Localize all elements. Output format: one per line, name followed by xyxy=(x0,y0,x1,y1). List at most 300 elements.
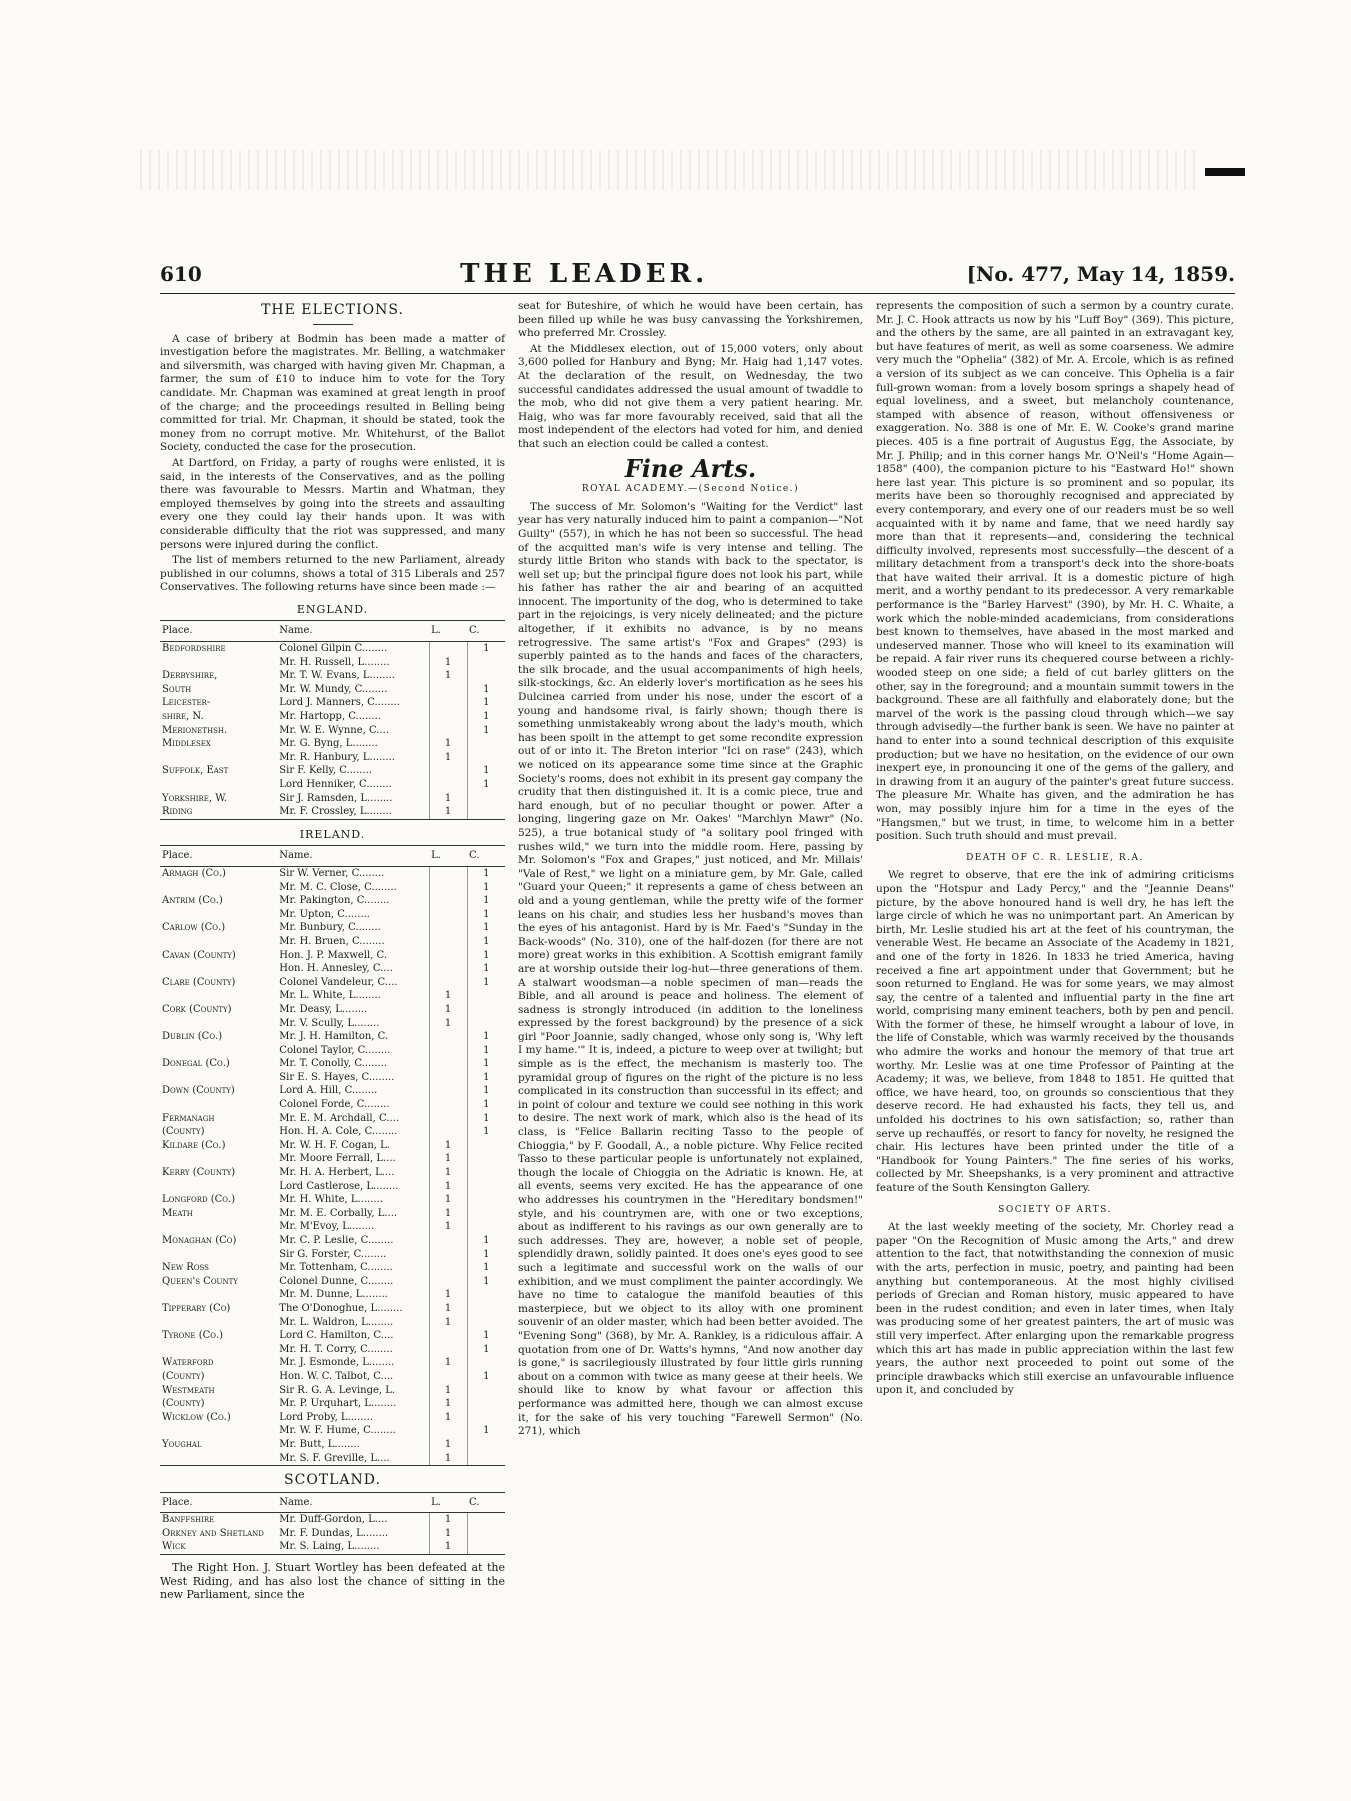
result-conservative xyxy=(467,751,505,765)
result-name: Lord Proby, L........ xyxy=(279,1411,373,1423)
result-liberal: 1 xyxy=(429,805,467,819)
result-liberal xyxy=(429,1098,467,1112)
newspaper-title: THE LEADER. xyxy=(460,258,709,289)
result-liberal: 1 xyxy=(429,989,467,1003)
result-name: Sir G. Forster, C........ xyxy=(279,1248,387,1260)
table-row xyxy=(160,935,505,949)
result-place: South xyxy=(162,683,192,695)
result-name: Mr. Butt, L........ xyxy=(279,1438,360,1450)
result-place: Clare (County) xyxy=(162,976,236,988)
result-place: New Ross xyxy=(162,1262,209,1274)
result-conservative: 1 xyxy=(467,866,505,880)
result-conservative xyxy=(467,1180,505,1194)
masthead xyxy=(160,260,1235,294)
result-conservative xyxy=(467,1452,505,1466)
col-conservative: C. xyxy=(467,1492,505,1513)
result-place: Banffshire xyxy=(162,1514,215,1526)
result-conservative xyxy=(467,1397,505,1411)
result-liberal xyxy=(429,710,467,724)
result-place xyxy=(160,1098,277,1112)
result-liberal: 1 xyxy=(429,1003,467,1017)
result-liberal: 1 xyxy=(429,1411,467,1425)
result-place xyxy=(160,908,277,922)
result-liberal xyxy=(429,962,467,976)
result-name: Mr. W. Mundy, C........ xyxy=(279,683,388,695)
result-conservative: 1 xyxy=(467,1275,505,1289)
result-place: Tipperary (Co) xyxy=(162,1302,231,1314)
result-name: Mr. H. A. Herbert, L.... xyxy=(279,1167,395,1179)
result-liberal xyxy=(429,1234,467,1248)
result-place: Wicklow (Co.) xyxy=(162,1411,231,1423)
table-row xyxy=(160,1044,505,1058)
result-liberal xyxy=(429,1275,467,1289)
col-place: Place. xyxy=(160,621,277,642)
col-liberal: L. xyxy=(429,846,467,867)
result-place xyxy=(160,1180,277,1194)
dartford-paragraph: At Dartford, on Friday, a party of roughs were enlisted, it is said, in the interests of the Conservatives, and as the polling there was favourable to Messrs. Martin and Whatman, they employed themselves by going into the streets and assaulting every one they could lay their hands upon. It was with considerable difficulty that the riot was suppressed, and many persons were injured during the conflict. xyxy=(160,456,505,551)
result-conservative xyxy=(467,1017,505,1031)
result-name: Hon. W. C. Talbot, C.... xyxy=(279,1370,394,1382)
result-liberal xyxy=(429,1057,467,1071)
col-conservative: C. xyxy=(467,621,505,642)
col-liberal: L. xyxy=(429,1492,467,1513)
result-liberal xyxy=(429,1329,467,1343)
result-place: Waterford xyxy=(162,1357,214,1369)
result-conservative xyxy=(467,1193,505,1207)
result-name: Mr. M. C. Close, C........ xyxy=(279,881,397,893)
table-row xyxy=(160,1248,505,1262)
society-paragraph: At the last weekly meeting of the society, Mr. Chorley read a paper "On the Recognition of Music among the Arts," and drew attention to the fact, that notwithstanding the connexion of music with the arts, perfection in music, poetry, and painting had been anything but contemporaneous. At the most highly civilised periods of Grecian and Roman history, music appeared to have been in the rudest condition; and even in later times, when Italy was producing some of her greatest painters, the art of music was still very imperfect. After enlarging upon the remarkable progress which this art has made in public appreciation within the last few years, the author next proceeded to point out some of the principle drawbacks which still exercise an unfavourable influence upon it, and concluded by xyxy=(876,1221,1234,1397)
result-place: Longford (Co.) xyxy=(162,1194,236,1206)
result-conservative xyxy=(467,1316,505,1330)
result-name: Mr. F. Crossley, L........ xyxy=(277,805,429,819)
result-conservative xyxy=(467,1152,505,1166)
result-place: Fermanagh xyxy=(162,1112,215,1124)
middlesex-paragraph: At the Middlesex election, out of 15,000 voters, only about 3,600 polled for Hanbury and Byng; Mr. Haig had 1,147 votes. At the declaration of the result, on Wednesday, the two successful candidates addressed the usual amount of twaddle to the mob, who did not give them a very patient hearing. Mr. Haig, who was far more favourably received, said that all the most independent of the electors had voted for him, and denied that such an election could be called a contest. xyxy=(518,342,863,450)
result-conservative: 1 xyxy=(467,1125,505,1139)
result-liberal: 1 xyxy=(429,1180,467,1194)
result-conservative: 1 xyxy=(467,764,505,778)
result-name: Mr. H. White, L........ xyxy=(279,1194,383,1206)
table-row xyxy=(160,908,505,922)
result-conservative xyxy=(467,1411,505,1425)
result-liberal: 1 xyxy=(429,1316,467,1330)
result-name: Mr. J. Esmonde, L........ xyxy=(279,1357,395,1369)
result-place: Carlow (Co.) xyxy=(162,922,226,934)
table-row xyxy=(160,1527,505,1541)
table-row xyxy=(160,881,505,895)
elections-heading: THE ELECTIONS. xyxy=(261,302,404,318)
result-liberal xyxy=(429,683,467,697)
result-place xyxy=(160,656,277,670)
table-row xyxy=(160,1030,505,1044)
result-liberal: 1 xyxy=(429,1017,467,1031)
result-name: Mr. H. Bruen, C........ xyxy=(279,935,385,947)
result-liberal xyxy=(429,1343,467,1357)
result-liberal: 1 xyxy=(429,1397,467,1411)
result-liberal: 1 xyxy=(429,1220,467,1234)
result-conservative: 1 xyxy=(467,976,505,990)
result-place xyxy=(160,1288,277,1302)
scan-noise-strip xyxy=(140,150,1200,190)
result-liberal: 1 xyxy=(429,1527,467,1541)
result-conservative xyxy=(467,792,505,806)
result-place: (County) xyxy=(162,1126,205,1138)
ireland-results-table xyxy=(160,845,505,1466)
result-name: Mr. G. Byng, L........ xyxy=(279,738,378,750)
result-conservative: 1 xyxy=(467,683,505,697)
result-name: Mr. R. Hanbury, L........ xyxy=(279,751,395,763)
result-name: Mr. J. H. Hamilton, C. xyxy=(279,1031,389,1043)
table-row xyxy=(160,1152,505,1166)
result-place: Middlesex xyxy=(162,738,211,750)
result-conservative: 1 xyxy=(467,1261,505,1275)
result-conservative: 1 xyxy=(467,1084,505,1098)
table-row xyxy=(160,1438,505,1452)
result-name: Mr. M. Dunne, L........ xyxy=(279,1289,388,1301)
table-row xyxy=(160,1356,505,1370)
result-liberal: 1 xyxy=(429,669,467,683)
col-liberal: L. xyxy=(429,621,467,642)
result-liberal: 1 xyxy=(429,1288,467,1302)
result-name: Lord J. Manners, C........ xyxy=(279,697,400,709)
result-place: Cork (County) xyxy=(162,1003,232,1015)
england-heading: ENGLAND. xyxy=(296,602,369,616)
result-name: Mr. V. Scully, L........ xyxy=(279,1017,380,1029)
result-liberal xyxy=(429,1030,467,1044)
table-row xyxy=(160,949,505,963)
result-name: Mr. H. Russell, L........ xyxy=(279,656,390,668)
result-liberal xyxy=(429,1424,467,1438)
table-row xyxy=(160,976,505,990)
result-name: Lord Castlerose, L........ xyxy=(279,1180,399,1192)
result-place: Kerry (County) xyxy=(162,1167,236,1179)
result-place xyxy=(160,1316,277,1330)
col-conservative: C. xyxy=(467,846,505,867)
column-fine-arts xyxy=(518,300,863,1441)
table-row xyxy=(160,1003,505,1017)
result-liberal xyxy=(429,1084,467,1098)
result-conservative xyxy=(467,669,505,683)
result-liberal xyxy=(429,1125,467,1139)
table-row xyxy=(160,1125,505,1139)
result-name: Sir E. S. Hayes, C........ xyxy=(279,1071,395,1083)
table-row xyxy=(160,1234,505,1248)
result-place: Dublin (Co.) xyxy=(162,1031,223,1043)
england-results-table xyxy=(160,620,505,819)
result-name: Mr. C. P. Leslie, C........ xyxy=(279,1235,394,1246)
result-place: (County) xyxy=(162,1370,205,1382)
result-conservative: 1 xyxy=(467,1057,505,1071)
table-row xyxy=(160,1193,505,1207)
buteshire-continuation: seat for Buteshire, of which he would have been certain, has been filled up while he was busy canvassing the Yorkshiremen, who preferred Mr. Crossley. xyxy=(518,300,863,340)
result-place: Derbyshire, xyxy=(162,670,218,682)
result-liberal xyxy=(429,1071,467,1085)
result-place xyxy=(160,1071,277,1085)
col-name: Name. xyxy=(277,846,429,867)
result-place: Suffolk, East xyxy=(162,765,229,777)
result-liberal: 1 xyxy=(429,1513,467,1527)
col-name: Name. xyxy=(277,621,429,642)
table-row xyxy=(160,1424,505,1438)
scotland-results-table xyxy=(160,1492,505,1555)
result-name: Mr. L. White, L........ xyxy=(279,990,381,1002)
result-name: Lord Henniker, C........ xyxy=(279,779,392,790)
result-place xyxy=(160,962,277,976)
table-row xyxy=(160,642,505,656)
result-liberal xyxy=(429,866,467,880)
result-conservative: 1 xyxy=(467,1030,505,1044)
result-conservative xyxy=(467,805,505,819)
result-conservative: 1 xyxy=(467,1329,505,1343)
result-conservative xyxy=(467,989,505,1003)
result-name: Mr. T. Conolly, C........ xyxy=(279,1058,388,1070)
page-number: 610 xyxy=(160,261,202,286)
result-conservative: 1 xyxy=(467,1424,505,1438)
leslie-paragraph: We regret to observe, that ere the ink of admiring criticisms upon the "Hotspur and Lady Percy," and the "Jeannie Deans" picture, by the above honoured hand is well dry, he has left the large circle of which he was no unimportant part. An American by birth, Mr. Leslie studied his art at the feet of his countryman, the venerable West. He became an Associate of the Academy in 1821, and one of the forty in 1826. In 1833 he tried America, having received a fine art appointment under that Government; but he soon returned to England. He was for some years, we may almost say, the centre of a talented and influential party in the fine art world, comprising many eminent teachers, both by pen and pencil. With the former of these, he himself wrought a labour of love, in the life of Constable, which was warmly received by the thousands who admire the works and honour the memory of that true art worthy. Mr. Leslie was at one time Professor of Painting at the Academy; it was, we believe, from 1848 to 1851. He quitted that office, we have heard, too, on grounds so conscientious that they deserve record. He had exhausted his facts, they tell us, and unfolded his doctrines to his own satisfaction; so, rather than serve up rechauffés, or resort to fancy for novelty, he resigned the chair. His lectures have been printed under the title of a "Handbook for Young Painters." The fine series of his works, collected by Mr. Sheepshanks, is a very prominent and attractive feature of the South Kensington Gallery. xyxy=(876,869,1234,1194)
table-row xyxy=(160,1329,505,1343)
table-row xyxy=(160,1017,505,1031)
result-name: Hon. H. Annesley, C.... xyxy=(279,963,393,975)
table-row xyxy=(160,1540,505,1554)
result-conservative xyxy=(467,1513,505,1527)
result-conservative: 1 xyxy=(467,908,505,922)
table-row xyxy=(160,1261,505,1275)
table-row xyxy=(160,792,505,806)
table-row xyxy=(160,1098,505,1112)
result-conservative: 1 xyxy=(467,921,505,935)
result-liberal xyxy=(429,696,467,710)
result-name: Sir J. Ramsden, L........ xyxy=(279,792,393,804)
result-place xyxy=(160,1044,277,1058)
result-place xyxy=(160,1220,277,1234)
result-liberal xyxy=(429,1044,467,1058)
result-liberal: 1 xyxy=(429,1438,467,1452)
result-name: Mr. Pakington, C........ xyxy=(279,895,390,907)
table-row xyxy=(160,1316,505,1330)
result-conservative: 1 xyxy=(467,1248,505,1262)
result-conservative xyxy=(467,1527,505,1541)
result-liberal xyxy=(429,935,467,949)
table-row xyxy=(160,1343,505,1357)
result-name: Mr. Upton, C........ xyxy=(279,908,370,920)
result-conservative: 1 xyxy=(467,962,505,976)
table-row xyxy=(160,1411,505,1425)
table-row xyxy=(160,778,505,792)
table-row xyxy=(160,669,505,683)
result-name: Colonel Taylor, C........ xyxy=(279,1044,391,1056)
scotland-heading: SCOTLAND. xyxy=(284,1472,381,1489)
result-liberal xyxy=(429,949,467,963)
result-liberal xyxy=(429,764,467,778)
result-name: Mr. W. F. Hume, C........ xyxy=(279,1425,396,1437)
table-row xyxy=(160,1370,505,1384)
table-row xyxy=(160,1084,505,1098)
result-conservative xyxy=(467,737,505,751)
result-place xyxy=(160,1248,277,1262)
result-name: Mr. M. E. Corbally, L.... xyxy=(279,1207,398,1219)
result-conservative xyxy=(467,1356,505,1370)
result-conservative: 1 xyxy=(467,1044,505,1058)
royal-academy-heading: ROYAL ACADEMY.—(Second Notice.) xyxy=(581,484,800,495)
table-row xyxy=(160,866,505,880)
result-name: Mr. Bunbury, C........ xyxy=(279,922,381,934)
result-liberal xyxy=(429,642,467,656)
result-name: Mr. E. M. Archdall, C.... xyxy=(279,1112,399,1124)
result-name: Mr. S. Laing, L........ xyxy=(277,1540,429,1554)
result-liberal xyxy=(429,1261,467,1275)
result-place: Leicester- xyxy=(162,697,211,709)
result-place xyxy=(160,935,277,949)
result-liberal: 1 xyxy=(429,1540,467,1554)
result-liberal xyxy=(429,976,467,990)
result-name: Mr. F. Dundas, L........ xyxy=(279,1527,389,1539)
result-liberal: 1 xyxy=(429,1302,467,1316)
result-place xyxy=(160,1452,277,1466)
result-liberal: 1 xyxy=(429,1384,467,1398)
result-name: Colonel Vandeleur, C.... xyxy=(279,976,398,988)
result-conservative xyxy=(467,1220,505,1234)
scan-edge-bar xyxy=(1205,168,1245,176)
result-conservative: 1 xyxy=(467,1071,505,1085)
result-place: Armagh (Co.) xyxy=(162,867,226,879)
result-name: Mr. W. H. F. Cogan, L. xyxy=(279,1139,390,1151)
result-conservative xyxy=(467,1139,505,1153)
result-name: Mr. Moore Ferrall, L.... xyxy=(279,1153,396,1165)
result-name: Mr. T. W. Evans, L........ xyxy=(279,670,395,682)
result-conservative: 1 xyxy=(467,724,505,738)
table-row xyxy=(160,1288,505,1302)
table-row xyxy=(160,1207,505,1221)
result-conservative: 1 xyxy=(467,642,505,656)
academy-review-continued: represents the composition of such a sermon by a country curate. Mr. J. C. Hook attracts us now by his "Luff Boy" (369). This picture, and the others by the same, are all painted in an extravagant key, but have features of merit, as well as some coarseness. We admire very much the "Ophelia" (382) of Mr. A. Ercole, which is as refined a version of its subject as we can conceive. This Ophelia is a fair full-grown woman: from a lovely bosom springs a shapely head of equal loveliness, and a sweet, but melancholy countenance, stamped with absence of reason, without offensiveness or exaggeration. No. 388 is one of Mr. E. W. Cooke's grand marine pieces. 405 is a fine portrait of Augustus Egg, the Associate, by Mr. J. Philip; and in this corner hangs Mr. O'Neil's "Home Again—1858" (400), the companion picture to his "Eastward Ho!" shown here last year. This picture is so prominent and so popular, its merits have been so thoroughly recognised and appreciated by every contemporary, and every one of our readers must be so well acquainted with it by name and fame, that we need hardly say more than that it represents—and, considering the technical difficulty involved, represents most successfully—the descent of a military detachment from a transport's deck into the shore-boats that have waited their arrival. It is a domestic picture of high merit, and a worthy pendant to its predecessor. A very remarkable performance is the "Barley Harvest" (390), by Mr. H. C. Whaite, a work which the noble-minded academicians, from considerations best known to themselves, have abased in the most marked and undeserved manner. Those who will kneel to its examination will be repaid. A fair river runs its chequered course between a richly-wooded steep on one side; a field of cut barley glitters on the other, say in the foreground; and a mountain summit towers in the background. These are all faithfully and elaborately done; but the marvel of the work is the passing cloud through which—we say through advisedly—the further bank is seen. We have no painter at hand to enter into a sound technical description of this exquisite production; but we have no hesitation, on the evidence of our own inexpert eye, in pronouncing it one of the gems of the gallery, and in drawing from it an augury of the painter's great future success. The pleasure Mr. Whaite has given, and the admiration he has won, may possibly injure him for a time in the eyes of the "Hangsmen," but we trust, in time, to welcome him in a better position. Such truth should and must prevail. xyxy=(876,300,1234,843)
result-liberal xyxy=(429,1112,467,1126)
result-name: Lord A. Hill, C........ xyxy=(279,1085,378,1097)
table-row xyxy=(160,1384,505,1398)
result-name: Mr. Tottenham, C........ xyxy=(279,1262,393,1274)
result-place xyxy=(160,751,277,765)
result-liberal: 1 xyxy=(429,656,467,670)
result-liberal xyxy=(429,894,467,908)
table-row xyxy=(160,1302,505,1316)
result-name: Mr. Hartopp, C........ xyxy=(279,711,381,723)
result-name: Hon. H. A. Cole, C........ xyxy=(279,1126,398,1138)
col-place: Place. xyxy=(160,846,277,867)
result-conservative: 1 xyxy=(467,949,505,963)
result-conservative: 1 xyxy=(467,894,505,908)
table-row xyxy=(160,921,505,935)
result-liberal xyxy=(429,1248,467,1262)
table-row xyxy=(160,1112,505,1126)
result-liberal xyxy=(429,881,467,895)
result-place: Yorkshire, W. xyxy=(162,792,227,804)
result-name: Sir R. G. A. Levinge, L. xyxy=(279,1384,396,1396)
result-conservative: 1 xyxy=(467,778,505,792)
result-place: Merionethsh. xyxy=(162,724,228,736)
result-liberal: 1 xyxy=(429,1356,467,1370)
academy-review-paragraph: The success of Mr. Solomon's "Waiting for the Verdict" last year has very naturally induced him to paint a companion—"Not Guilty" (557), in which he has not been so successful. The head of the acquitted man's wife is very intense and telling. The sturdy little Briton who stands with back to the spectator, is well set up; but the principal figure does not look his part, while his father has rather the air and bearing of an acquitted innocent. The importunity of the dog, who is determined to take part in the rejoicings, is very nicely delineated; and the picture altogether, if it exhibits no advance, is by no means retrogressive. The same artist's "Fox and Grapes" (293) is superbly painted as to the hands and faces of the characters, the silk brocade, and the usual accompaniments of high heels, silk-stockings, &c. An elderly lover's mortification as he sees his Dulcinea carried from under his nose, under the escort of a young and handsome rival, is fairly shown; though there is something unmistakeably wrong about the lady's mouth, which has been spoilt in the attempt to get some recondite expression out of or into it. The Breton interior "Ici on rase" (243), which we noticed on its appearance some time since at the Graphic Society's rooms, does not exhibit in its present gay company the crudity that then distinguished it. It is a comic piece, true and hard enough, but of no peculiar thought or power. After a longing, lingering gaze on Mr. Oakes' "Marchlyn Mawr" (No. 525), a true botanical study of "a solitary pool fringed with rushes wild," we turn into the middle room. Here, passing by Mr. Solomon's "Fox and Grapes," just noticed, and Mr. Millais' "Vale of Rest," we light on a miniature gem, by Mr. Gale, called "Guard your Queen;" it represents a game of chess between an old and a young gentleman, while the pretty wife of the former leans on his chair, and studies less her husband's moves than the eyes of his antagonist. Hard by is Mr. Faed's "Sunday in the Back-woods" (No. 310), one of the half-dozen (for there are not more) great works in this exhibition. A Scottish emigrant family are at worship outside their log-hut—three generations of them. A stalwart woodsman—a noble specimen of man—reads the Bible, and all around is peace and holiness. The element of sadness is strongly introduced (in addition to the loneliness expressed by the forest background) by the presence of a sick girl "Poor Joannie, sadly changed, whose only song is, 'Why left I my hame.'" It is, indeed, a picture to weep over at twilight; but simple as is the effect, the mechanism is masterly too. The pyramidal group of figures on the right of the picture is no less complicated in its construction than successful in its effect; and in point of colour and texture we could see nothing in this work to desire. The next work of mark, which also is the head of its class, is "Felice Ballarin reciting Tasso to the people of Chioggia," by F. Goodall, A., a noble picture. Why Felice recited Tasso to these particular people is unfortunately not explained, though the locale of Chioggia on the Adriatic is known. He, at all events, seems very excited. He has the appearance of one who addresses his countrymen in the "Hereditary bondsmen!" style, and his countrymen are, with one or two exceptions, about as indifferent to his ravings as our own generally are to such addresses. They are, however, a noble set of people, splendidly drawn, solidly painted. It does one's eyes good to see such a legitimate and successful work on the walls of our exhibition, and we must compliment the painter accordingly. We have no time to catalogue the manifold beauties of this masterpiece, but we object to its alloy with one prominent souvenir of an older master, which had been better avoided. The "Evening Song" (368), by Mr. A. Rankley, is a ridiculous affair. A quotation from one of Dr. Watts's hymns, "And now another day is gone," is sacrilegiously illustrated by four little girls running about on a common with twice as many geese at their heels. We should like to know by what favour or affection this performance was admitted here, though we can almost excuse it, for the sake of his very touching "Farewell Sermon" (No. 271), which xyxy=(518,500,863,1438)
ireland-heading: IRELAND. xyxy=(299,827,366,841)
result-liberal: 1 xyxy=(429,1452,467,1466)
result-conservative xyxy=(467,1003,505,1017)
result-name: Colonel Dunne, C........ xyxy=(279,1275,394,1287)
table-row xyxy=(160,1139,505,1153)
result-liberal: 1 xyxy=(429,1193,467,1207)
result-place: Monaghan (Co) xyxy=(162,1235,237,1246)
table-row xyxy=(160,962,505,976)
result-place: shire, N. xyxy=(162,711,204,723)
result-name: Sir F. Kelly, C........ xyxy=(279,765,372,777)
result-place: Antrim (Co.) xyxy=(162,895,223,907)
result-conservative xyxy=(467,1302,505,1316)
result-liberal xyxy=(429,1370,467,1384)
result-conservative: 1 xyxy=(467,696,505,710)
result-conservative xyxy=(467,1384,505,1398)
result-conservative: 1 xyxy=(467,1112,505,1126)
table-row xyxy=(160,1057,505,1071)
table-row xyxy=(160,1513,505,1527)
table-row xyxy=(160,737,505,751)
result-name: Sir W. Verner, C........ xyxy=(279,867,385,879)
result-name: Mr. H. T. Corry, C........ xyxy=(279,1343,393,1355)
result-place xyxy=(160,1152,277,1166)
result-place: Westmeath xyxy=(162,1384,215,1396)
result-liberal: 1 xyxy=(429,1207,467,1221)
col-place: Place. xyxy=(160,1492,277,1513)
result-conservative: 1 xyxy=(467,1343,505,1357)
result-name: Mr. P. Urquhart, L........ xyxy=(279,1398,397,1410)
result-name: Mr. W. E. Wynne, C.... xyxy=(279,724,389,736)
result-place: Tyrone (Co.) xyxy=(162,1330,224,1342)
table-row xyxy=(160,805,505,819)
result-conservative xyxy=(467,1207,505,1221)
result-place xyxy=(160,881,277,895)
result-conservative: 1 xyxy=(467,1098,505,1112)
result-name: Lord C. Hamilton, C.... xyxy=(279,1330,394,1342)
table-row xyxy=(160,1452,505,1466)
heading-rule xyxy=(313,324,353,325)
table-row xyxy=(160,696,505,710)
result-conservative xyxy=(467,1288,505,1302)
result-place: Bedfordshire xyxy=(162,643,226,655)
result-conservative: 1 xyxy=(467,1234,505,1248)
table-row xyxy=(160,894,505,908)
result-place: Kildare (Co.) xyxy=(162,1139,226,1151)
table-row xyxy=(160,683,505,697)
result-liberal xyxy=(429,778,467,792)
col-name: Name. xyxy=(277,1492,429,1513)
result-name: Mr. Deasy, L........ xyxy=(279,1003,368,1015)
table-row xyxy=(160,989,505,1003)
result-place: Donegal (Co.) xyxy=(162,1058,230,1070)
result-liberal: 1 xyxy=(429,737,467,751)
result-liberal xyxy=(429,908,467,922)
result-place: Wick xyxy=(160,1540,277,1554)
table-row xyxy=(160,724,505,738)
result-conservative: 1 xyxy=(467,881,505,895)
table-row xyxy=(160,1275,505,1289)
result-conservative: 1 xyxy=(467,710,505,724)
result-name: Colonel Gilpin C........ xyxy=(279,643,388,655)
result-place xyxy=(160,1424,277,1438)
result-liberal: 1 xyxy=(429,1166,467,1180)
column-arts-continued xyxy=(876,300,1234,1400)
table-row xyxy=(160,1180,505,1194)
fine-arts-heading: Fine Arts. xyxy=(624,453,757,483)
table-row xyxy=(160,1071,505,1085)
result-place xyxy=(160,1017,277,1031)
result-conservative: 1 xyxy=(467,1370,505,1384)
